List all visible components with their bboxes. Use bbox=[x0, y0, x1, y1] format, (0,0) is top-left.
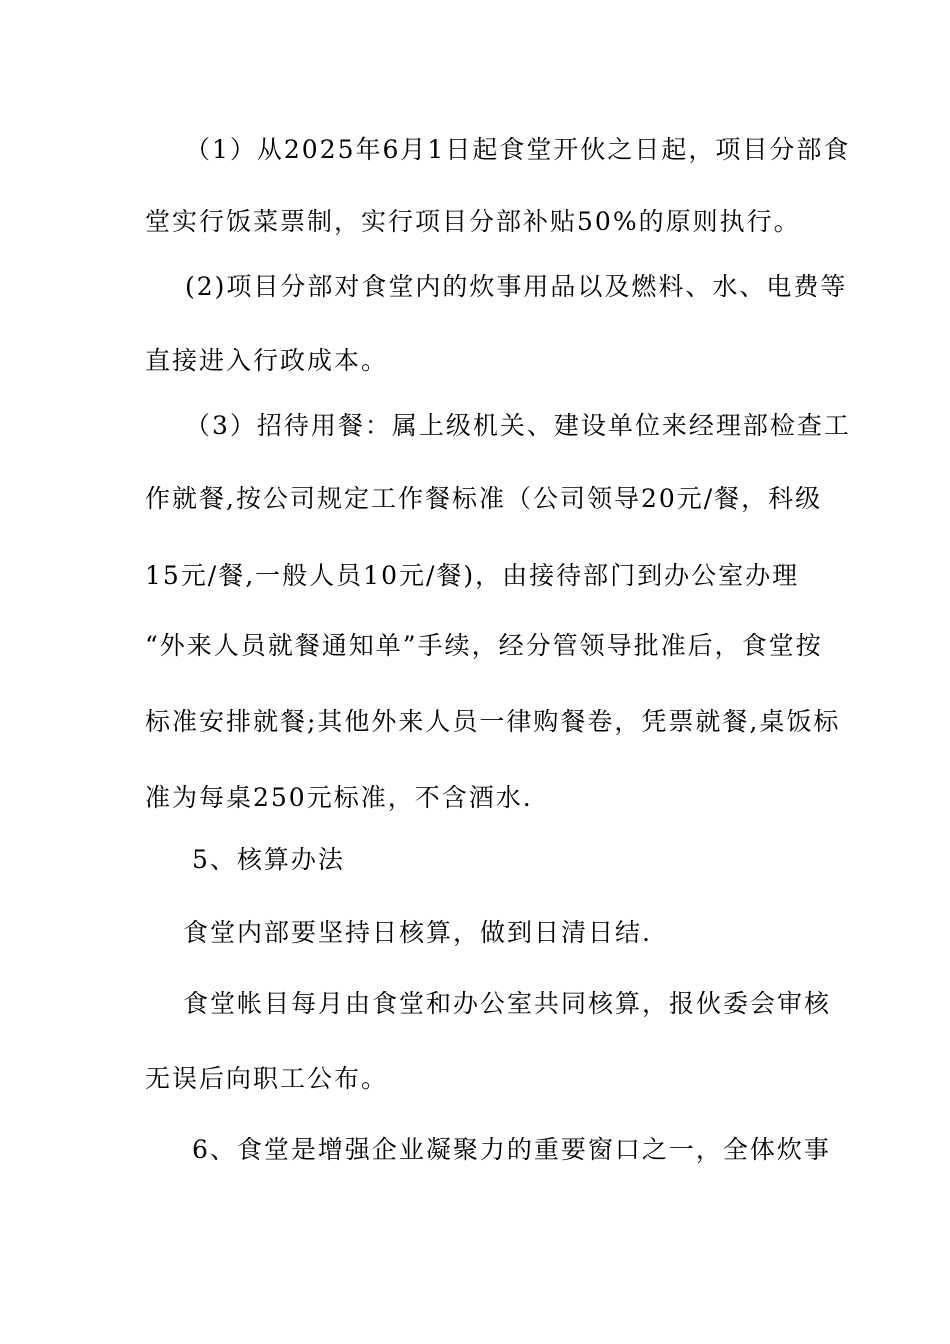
paragraph-line: 直接进入行政成本。 bbox=[145, 346, 389, 375]
paragraph-line: “外来人员就餐通知单”手续，经分管领导批准后，食堂按 bbox=[145, 631, 823, 660]
section-heading: 5、核算办法 bbox=[192, 845, 345, 874]
paragraph-line: 食堂帐目每月由食堂和办公室共同核算，报伙委会审核 bbox=[183, 989, 832, 1018]
paragraph-line: 标准安排就餐;其他外来人员一律购餐卷，凭票就餐,桌饭标 bbox=[145, 707, 841, 736]
paragraph-line: 无误后向职工公布。 bbox=[145, 1064, 389, 1093]
paragraph-line: (2)项目分部对食堂内的炊事用品以及燃料、水、电费等 bbox=[185, 272, 848, 301]
paragraph-line: 作就餐,按公司规定工作餐标准（公司领导20元/餐，科级 bbox=[145, 484, 823, 513]
paragraph-line: 堂实行饭菜票制，实行项目分部补贴50%的原则执行。 bbox=[145, 207, 801, 236]
paragraph-line: （1）从2025年6月1日起食堂开伙之日起，项目分部食 bbox=[185, 135, 851, 164]
paragraph-line: （3）招待用餐：属上级机关、建设单位来经理部检查工 bbox=[185, 411, 851, 440]
paragraph-line: 6、食堂是增强企业凝聚力的重要窗口之一，全体炊事 bbox=[192, 1135, 831, 1164]
paragraph-line: 食堂内部要坚持日核算，做到日清日结. bbox=[183, 918, 652, 947]
paragraph-line: 15元/餐,一般人员10元/餐)，由接待部门到办公室办理 bbox=[145, 561, 800, 590]
paragraph-line: 准为每桌250元标准，不含酒水. bbox=[145, 783, 533, 812]
